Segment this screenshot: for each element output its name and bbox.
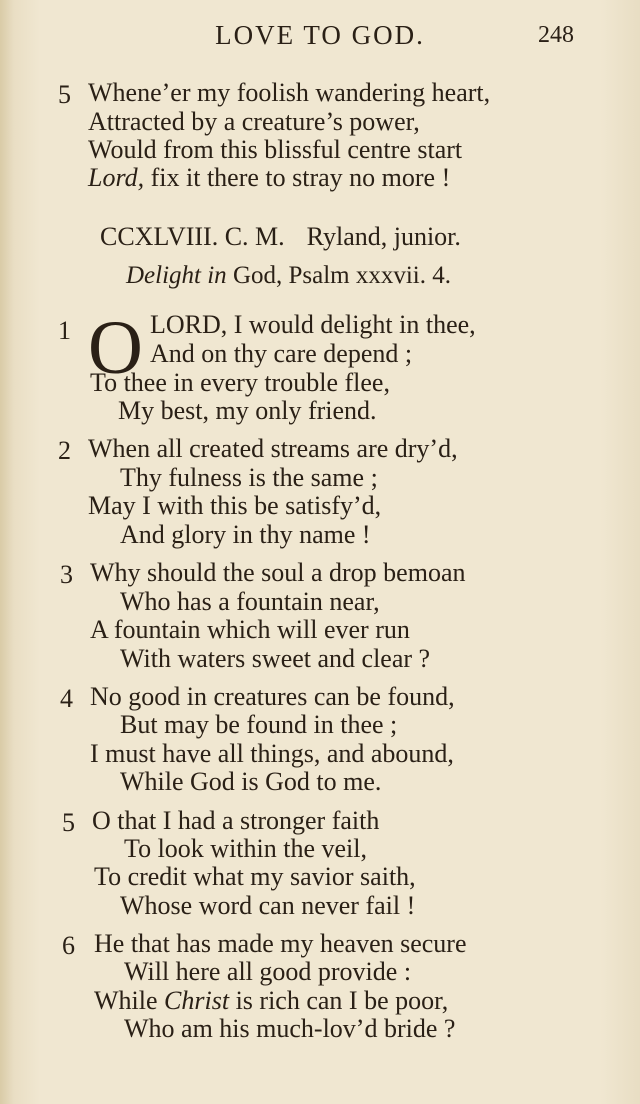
verse-number: 4 [60,684,73,713]
verse-line: With waters sweet and clear ? [120,644,431,673]
verse-line [94,988,448,1014]
verse-line: To thee in every trouble flee, [90,368,390,397]
italic-word: Christ [164,986,230,1015]
subtitle-italic: Delight in [126,262,227,289]
verse-line: But may be found in thee ; [120,710,398,739]
verse-line: My best, my only friend. [118,396,377,425]
verse-line: Why should the soul a drop bemoan [90,558,466,587]
verse-line [88,165,450,191]
running-header: LOVE TO GOD. [215,20,425,50]
verse-line: To look within the veil, [124,834,367,863]
verse-line: And on thy care depend ; [150,339,413,368]
verse-number: 3 [60,560,73,589]
verse-line: Would from this blissful centre start [88,135,463,164]
verse-line: He that has made my heaven secure [94,929,467,958]
verse-line: No good in creatures can be found, [90,682,455,711]
verse-number: 5 [58,80,71,109]
verse-line-prefix: While [94,986,158,1015]
verse-line: Will here all good provide : [124,957,412,986]
verse-line: Attracted by a creature’s power, [88,107,420,136]
verse-line: O that I had a stronger faith [92,806,380,835]
hymn-number: CCXLVIII. C. M. [100,222,285,251]
italic-word: Lord, [88,163,145,192]
verse-line: Thy fulness is the same ; [120,463,378,492]
subtitle-rest: God, Psalm xxxvii. 4. [232,262,452,289]
verse-line: To credit what my savior saith, [94,862,416,891]
verse-line: Whose word can never fail ! [120,891,416,920]
verse-line: Whene’er my foolish wandering heart, [88,78,491,107]
verse-line: A fountain which will ever run [90,615,410,644]
verse-line: And glory in thy name ! [120,520,371,549]
verse-line: Who am his much-lov’d bride ? [124,1014,456,1043]
verse-line: Who has a fountain near, [120,587,380,616]
page-number: 248 [538,22,574,48]
verse-number: 5 [62,808,75,837]
verse-line-rest: is rich can I be poor, [235,986,449,1015]
verse-line: May I with this be satisfy’d, [88,491,382,520]
drop-cap: O [88,306,143,390]
verse-number: 2 [58,436,71,465]
verse-line: When all created streams are dry’d, [88,434,458,463]
verse-number: 6 [62,931,75,960]
hymn-subtitle [126,262,451,290]
verse-line: I must have all things, and abound, [90,739,454,768]
verse-line: While God is God to me. [120,767,382,796]
verse-number: 1 [58,316,71,345]
hymn-heading [100,222,461,252]
verse-line: LORD, I would delight in thee, [150,310,476,339]
verse-line-rest: fix it there to stray no more ! [150,163,451,192]
hymn-author: Ryland, junior. [306,222,461,251]
